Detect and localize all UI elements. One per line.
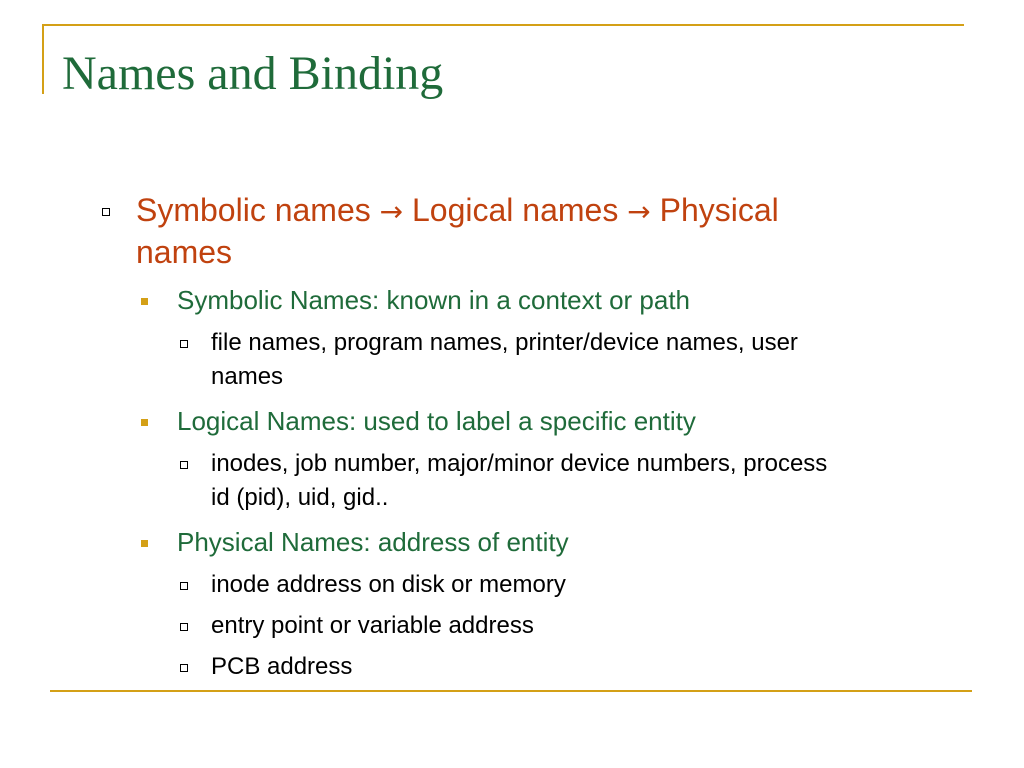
bullet-symbolic-detail-line1: file names, program names, printer/device names, user [211, 329, 798, 356]
bullet-level1-line1 [136, 190, 936, 232]
bullet-logical-heading: Logical Names: used to label a specific entity [177, 406, 696, 436]
bullet-symbolic-detail-line2: names [211, 363, 284, 390]
bullet-physical-heading: Physical Names: address of entity [177, 527, 569, 557]
filled-square-bullet-icon [141, 540, 148, 547]
bullet-physical-detail: entry point or variable address [211, 612, 534, 639]
footer-rule [50, 690, 972, 692]
bullet-level1-logical: Logical names [412, 192, 619, 228]
hollow-square-bullet-icon [102, 208, 110, 216]
slide-title: Names and Binding [62, 47, 444, 100]
filled-square-bullet-icon [141, 419, 148, 426]
bullet-logical-detail-line1: inodes, job number, major/minor device numbers, process [211, 450, 828, 477]
bullet-level1-physical: Physical [659, 192, 779, 228]
hollow-square-bullet-icon [180, 340, 188, 348]
bullet-physical-detail: inode address on disk or memory [211, 571, 566, 598]
hollow-square-bullet-icon [180, 582, 188, 590]
bullet-symbolic-heading: Symbolic Names: known in a context or path [177, 285, 691, 315]
hollow-square-bullet-icon [180, 461, 188, 469]
bullet-physical-detail: PCB address [211, 653, 353, 680]
bullet-level1-symbolic: Symbolic names [136, 192, 371, 228]
filled-square-bullet-icon [141, 298, 148, 305]
hollow-square-bullet-icon [180, 623, 188, 631]
right-arrow-icon: → [379, 195, 404, 228]
bullet-logical-detail-line2: id (pid), uid, gid.. [211, 484, 389, 511]
right-arrow-icon: → [627, 195, 651, 228]
bullet-level1-line2: names [136, 234, 233, 270]
hollow-square-bullet-icon [180, 664, 188, 672]
